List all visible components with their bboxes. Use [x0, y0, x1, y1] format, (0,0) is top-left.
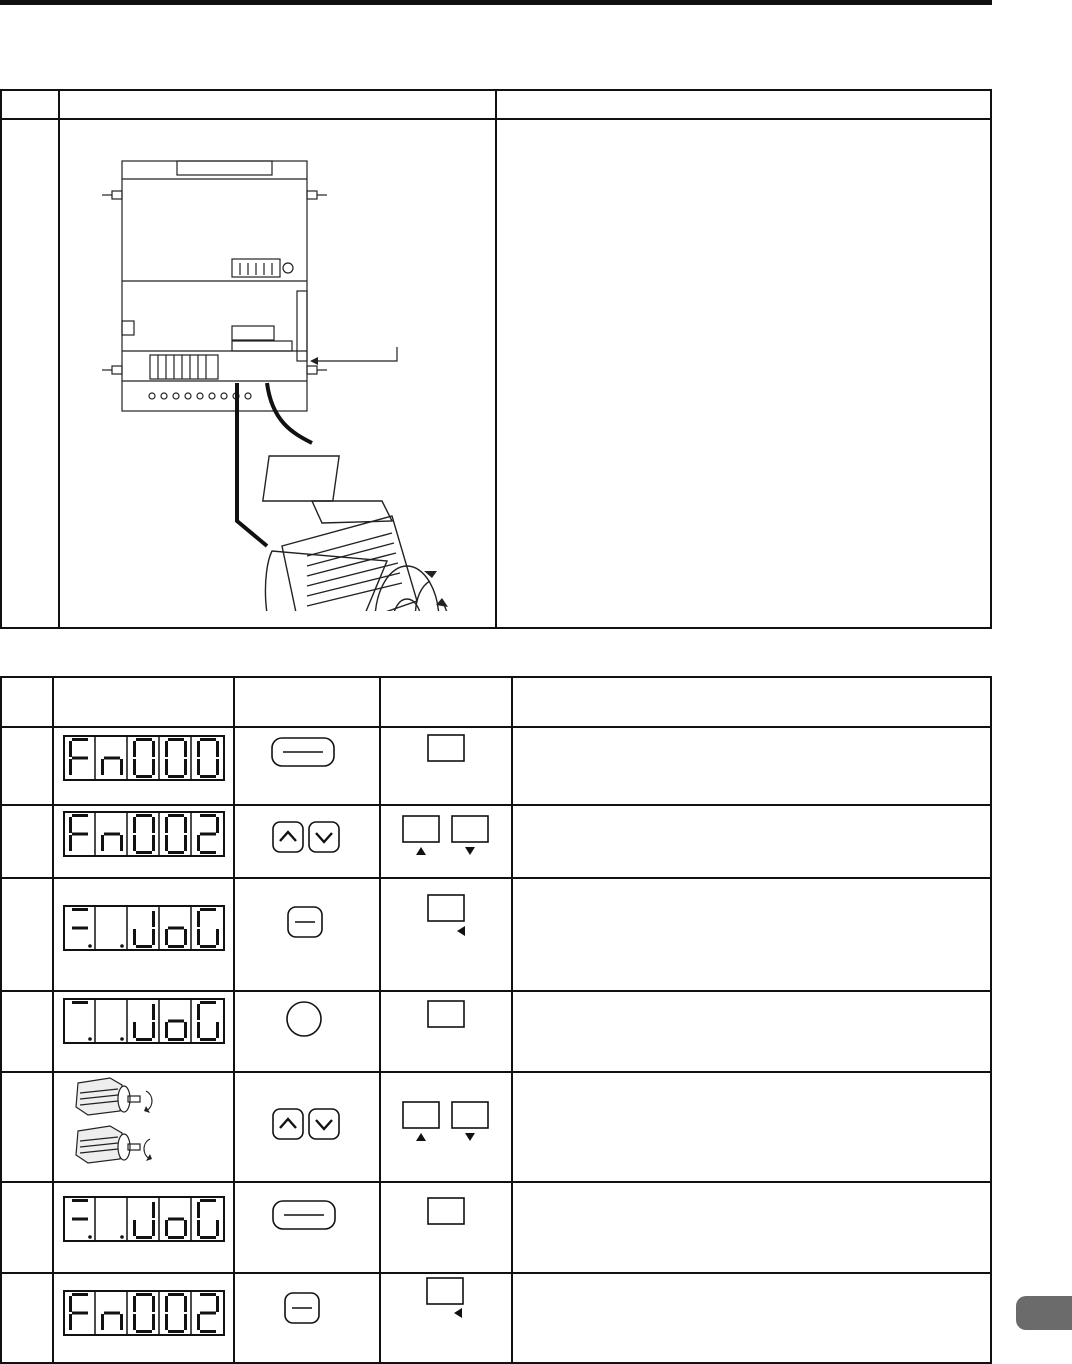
top-rule [0, 0, 992, 5]
digital-operator-up-down-keys[interactable] [402, 815, 490, 861]
panel-display-fn002 [63, 811, 225, 857]
panel-display-jog-stop [63, 1196, 225, 1242]
digital-operator-servo-key[interactable] [427, 1000, 465, 1028]
connection-table [0, 89, 992, 629]
digital-operator-key-blank-2[interactable] [427, 1197, 465, 1225]
digital-operator-data-key-2[interactable] [426, 1277, 468, 1321]
panel-display-fn002-return [63, 1290, 225, 1336]
up-down-keys[interactable] [272, 821, 340, 853]
panel-display-fn000 [63, 735, 225, 781]
data-enter-key[interactable] [287, 906, 323, 938]
mode-set-key[interactable] [271, 737, 335, 767]
digital-operator-jog-keys[interactable] [402, 1101, 490, 1147]
chapter-tab [1016, 1296, 1072, 1330]
panel-display-jog [63, 905, 225, 951]
data-enter-key-2[interactable] [284, 1292, 320, 1324]
digital-operator-key-blank[interactable] [427, 734, 465, 762]
servo-on-key[interactable] [285, 1000, 323, 1038]
motor-rotation-icons [70, 1075, 160, 1167]
servopack-motor-illustration [92, 151, 452, 611]
digital-operator-data-key[interactable] [427, 894, 469, 938]
panel-display-jog-servo-on [63, 998, 225, 1044]
jog-up-down-keys[interactable] [272, 1108, 340, 1140]
mode-set-key-2[interactable] [272, 1200, 336, 1230]
